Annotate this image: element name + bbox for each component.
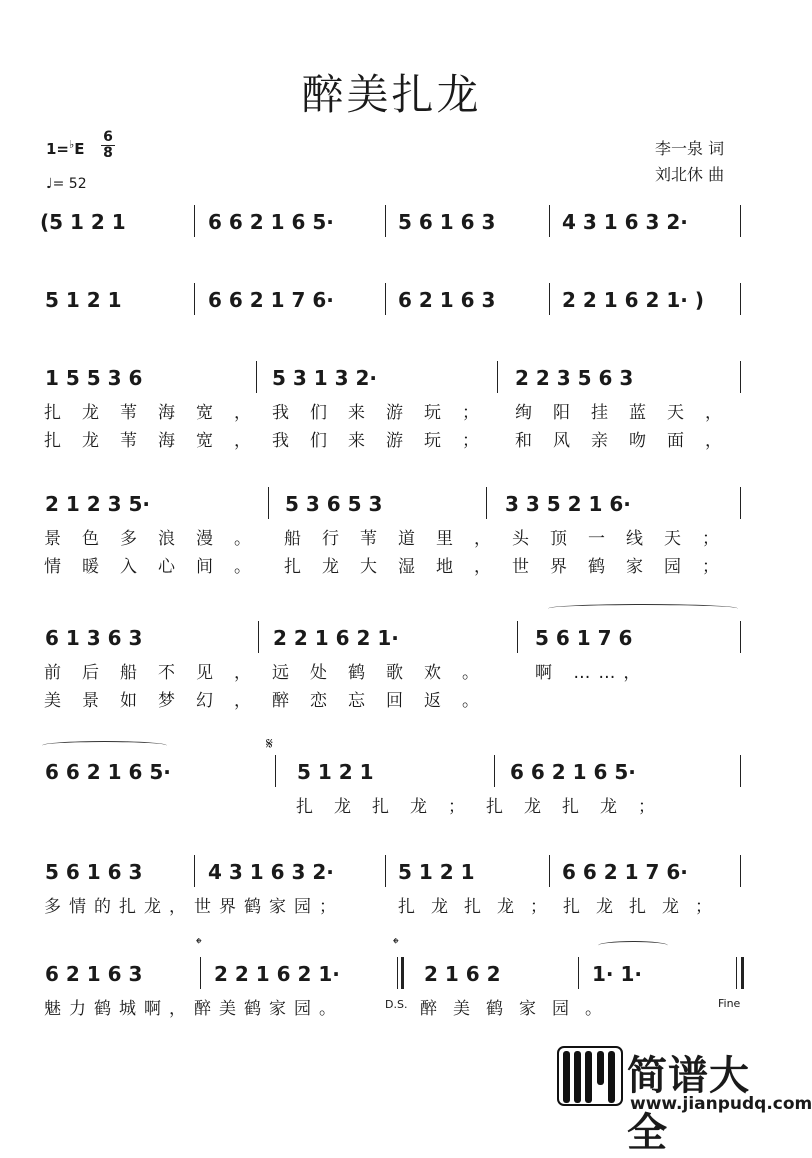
flat-sign: ♭ (69, 138, 75, 151)
barline (385, 283, 386, 315)
barline (258, 621, 259, 653)
key-note: E (74, 140, 85, 158)
measure: 5 3 6 5 3 (285, 492, 383, 516)
barline (549, 283, 550, 315)
score-row-2 (0, 288, 783, 318)
measure: 1 5 5 3 6 (45, 366, 143, 390)
barline (194, 205, 195, 237)
lyrics-verse-1: 啊 ……， (535, 663, 649, 683)
key-label: 1= (46, 140, 70, 158)
lyrics-verse-2: 和风亲吻面， (515, 431, 743, 451)
phrase-slur (548, 604, 738, 613)
measure: 6 2 1 6 3 (398, 288, 496, 312)
measure: 2 1 6 2 (424, 962, 501, 986)
barline (194, 283, 195, 315)
measure: 6 6 2 1 6 5· (510, 760, 636, 784)
measure: 5 6 1 6 3 (398, 210, 496, 234)
lyrics-verse-1: 扎龙扎龙；扎龙扎龙； (398, 897, 728, 917)
measure: 6 6 2 1 7 6· (208, 288, 334, 312)
measure: 2 2 1 6 2 1· (214, 962, 340, 986)
measure: 4 3 1 6 3 2· (562, 210, 688, 234)
final-barline (741, 957, 744, 989)
lyrics-verse-1: 醉美鹤家园。 (420, 999, 618, 1019)
barline (268, 487, 269, 519)
score-row-8 (0, 962, 783, 992)
barline (549, 855, 550, 887)
measure: 5 1 2 1 (297, 760, 374, 784)
barline (740, 855, 741, 887)
measure: 5 3 1 3 2· (272, 366, 378, 390)
barline (194, 855, 195, 887)
phrase-slur (598, 941, 668, 950)
measure: 5 1 2 1 (45, 288, 122, 312)
composer-credit: 刘北休 曲 (655, 165, 725, 184)
barline (494, 755, 495, 787)
logo-url: www.jianpudq.com (630, 1094, 812, 1114)
measure: 2 2 1 6 2 1· ) (562, 288, 705, 312)
measure: 6 6 2 1 6 5· (208, 210, 334, 234)
barline (385, 855, 386, 887)
measure: 3 3 5 2 1 6· (505, 492, 631, 516)
measure: 2 2 3 5 6 3 (515, 366, 634, 390)
barline (740, 621, 741, 653)
meter-bottom: 8 (103, 145, 113, 161)
quarter-note-icon: ♩ (46, 176, 53, 192)
barline (740, 205, 741, 237)
measure: 6 1 3 6 3 (45, 626, 143, 650)
barline (200, 957, 201, 989)
barline (397, 957, 398, 989)
fine-marking: Fine (718, 997, 741, 1010)
score-row-4 (0, 492, 783, 522)
lyrics-verse-2: 情暖入心间。 (44, 557, 272, 577)
barline (740, 283, 741, 315)
lyrics-verse-1: 船行苇道里，头顶一线天； (284, 529, 740, 549)
barline (385, 205, 386, 237)
measure: 4 3 1 6 3 2· (208, 860, 334, 884)
lyrics-verse-1: 魅力鹤城啊，醉美鹤家园。 (44, 999, 344, 1019)
barline (740, 361, 741, 393)
tempo-value: = 52 (52, 176, 87, 192)
barline (740, 487, 741, 519)
measure: (5 1 2 1 (40, 210, 126, 234)
score-row-6 (0, 760, 783, 790)
measure: 2 2 1 6 2 1· (273, 626, 399, 650)
time-signature (100, 130, 116, 161)
barline (517, 621, 518, 653)
piano-logo-icon (557, 1046, 623, 1106)
barline (401, 957, 404, 989)
measure: 6 6 2 1 6 5· (45, 760, 171, 784)
lyrics-verse-1: 扎龙扎龙；扎龙扎龙； (296, 797, 676, 817)
lyrics-verse-1: 多情的扎龙，世界鹤家园； (44, 897, 344, 917)
lyrics-verse-1: 扎龙苇海宽，我们来游玩； (44, 403, 500, 423)
lyricist-credit: 李一泉 词 (655, 139, 725, 158)
segno-sign: 𝄋 (266, 734, 273, 753)
barline (275, 755, 276, 787)
meter-top: 6 (103, 129, 113, 145)
measure: 6 2 1 6 3 (45, 962, 143, 986)
barline (549, 205, 550, 237)
barline (740, 755, 741, 787)
lyrics-verse-2: 扎龙苇海宽，我们来游玩； (44, 431, 500, 451)
tempo-marking (46, 176, 87, 192)
measure: 1· 1· (592, 962, 642, 986)
final-barline (736, 957, 737, 989)
coda-sign: 𝄌 (196, 934, 202, 953)
barline (486, 487, 487, 519)
barline (497, 361, 498, 393)
barline (256, 361, 257, 393)
lyrics-verse-1: 景色多浪漫。 (44, 529, 272, 549)
score-row-7 (0, 860, 783, 890)
measure: 5 6 1 7 6 (535, 626, 633, 650)
lyrics-verse-2: 美景如梦幻，醉恋忘回返。 (44, 691, 500, 711)
phrase-slur (42, 741, 167, 750)
measure: 2 1 2 3 5· (45, 492, 151, 516)
score-row-1 (0, 210, 783, 240)
measure: 6 6 2 1 7 6· (562, 860, 688, 884)
ds-marking: D.S. (385, 998, 408, 1011)
measure: 5 6 1 6 3 (45, 860, 143, 884)
score-row-5 (0, 626, 783, 656)
key-signature (46, 138, 84, 158)
lyrics-verse-2: 扎龙大湿地，世界鹤家园； (284, 557, 740, 577)
measure: 5 1 2 1 (398, 860, 475, 884)
coda-sign: 𝄌 (393, 934, 399, 953)
logo-name: 简谱大全 (627, 1053, 750, 1156)
song-title: 醉美扎龙 (301, 70, 482, 119)
lyrics-verse-1: 绚阳挂蓝天， (515, 403, 743, 423)
score-row-3 (0, 366, 783, 396)
lyrics-verse-1: 前后船不见，远处鹤歌欢。 (44, 663, 500, 683)
barline (578, 957, 579, 989)
